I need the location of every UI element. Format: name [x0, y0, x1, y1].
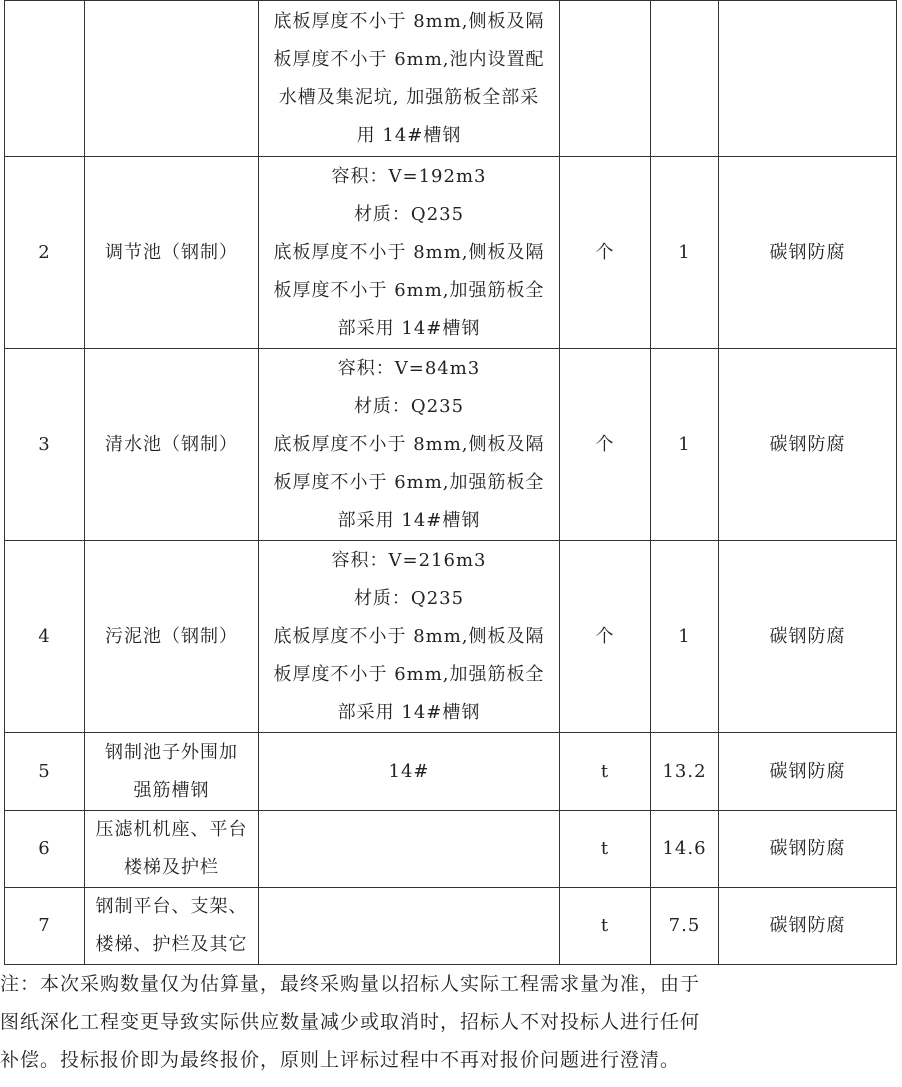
item-quantity: 1 [651, 349, 719, 541]
name-line: 钢制池子外围加 [105, 741, 238, 763]
item-spec [259, 157, 560, 349]
spec-line: 容积：V=84m3 [337, 357, 481, 379]
item-unit: 个 [560, 157, 651, 349]
item-spec [259, 1, 560, 157]
item-name [85, 349, 259, 541]
item-quantity: 7.5 [651, 888, 719, 965]
spec-line: 14# [388, 760, 430, 782]
item-quantity: 14.6 [651, 811, 719, 888]
table-row [5, 1, 897, 157]
item-remark: 碳钢防腐 [719, 349, 897, 541]
row-number: 5 [5, 733, 85, 811]
row-number [5, 1, 85, 157]
table-row [5, 888, 897, 965]
spec-line: 材质：Q235 [353, 203, 465, 225]
item-unit: t [560, 888, 651, 965]
item-name [85, 888, 259, 965]
row-number: 7 [5, 888, 85, 965]
name-line: 楼梯及护栏 [124, 857, 219, 878]
name-line: 调节池（钢制） [105, 241, 238, 263]
table-row [5, 157, 897, 349]
item-unit: 个 [560, 541, 651, 733]
spec-line: 水槽及集泥坑, 加强筋板全部采 [278, 86, 540, 108]
item-spec [259, 733, 560, 811]
item-remark: 碳钢防腐 [719, 811, 897, 888]
table-row [5, 541, 897, 733]
item-spec [259, 811, 560, 888]
spec-line: 板厚度不小于 6mm,加强筋板全 [273, 279, 545, 301]
row-number: 6 [5, 811, 85, 888]
item-remark: 碳钢防腐 [719, 541, 897, 733]
item-unit: t [560, 811, 651, 888]
item-remark: 碳钢防腐 [719, 157, 897, 349]
item-quantity: 1 [651, 541, 719, 733]
spec-line: 材质：Q235 [353, 395, 465, 417]
item-name [85, 733, 259, 811]
item-remark [719, 1, 897, 157]
equipment-spec-table [4, 0, 897, 965]
footnote-line: 图纸深化工程变更导致实际供应数量减少或取消时，招标人不对投标人进行任何 [0, 1011, 701, 1033]
spec-line: 用 14#槽钢 [356, 124, 462, 146]
spec-line: 底板厚度不小于 8mm,侧板及隔 [273, 10, 545, 32]
item-name [85, 1, 259, 157]
item-quantity [651, 1, 719, 157]
spec-line: 底板厚度不小于 8mm,侧板及隔 [273, 241, 545, 263]
name-line: 强筋槽钢 [133, 779, 210, 801]
spec-line: 容积：V=216m3 [331, 549, 487, 571]
item-quantity: 13.2 [651, 733, 719, 811]
item-name [85, 157, 259, 349]
name-line: 楼梯、护栏及其它 [95, 934, 248, 955]
item-remark: 碳钢防腐 [719, 733, 897, 811]
item-unit [560, 1, 651, 157]
spec-line: 部采用 14#槽钢 [337, 317, 481, 339]
item-unit: 个 [560, 349, 651, 541]
item-unit: t [560, 733, 651, 811]
spec-line: 容积：V=192m3 [331, 165, 487, 187]
spec-line: 板厚度不小于 6mm,加强筋板全 [273, 663, 545, 685]
item-name [85, 811, 259, 888]
name-line: 清水池（钢制） [105, 433, 238, 455]
spec-line: 部采用 14#槽钢 [337, 509, 481, 531]
item-remark: 碳钢防腐 [719, 888, 897, 965]
row-number: 4 [5, 541, 85, 733]
spec-line: 底板厚度不小于 8mm,侧板及隔 [273, 433, 545, 455]
footnote-line: 补偿。投标报价即为最终报价，原则上评标过程中不再对报价问题进行澄清。 [0, 1049, 681, 1071]
row-number: 2 [5, 157, 85, 349]
name-line: 压滤机机座、平台 [95, 819, 248, 840]
item-spec [259, 541, 560, 733]
spec-line: 材质：Q235 [353, 587, 465, 609]
spec-line: 底板厚度不小于 8mm,侧板及隔 [273, 625, 545, 647]
name-line: 钢制平台、支架、 [95, 896, 248, 917]
item-name [85, 541, 259, 733]
spec-line: 板厚度不小于 6mm,加强筋板全 [273, 471, 545, 493]
item-spec [259, 349, 560, 541]
name-line: 污泥池（钢制） [105, 625, 238, 647]
spec-line: 部采用 14#槽钢 [337, 701, 481, 723]
spec-line: 板厚度不小于 6mm,池内设置配 [273, 48, 545, 70]
item-quantity: 1 [651, 157, 719, 349]
row-number: 3 [5, 349, 85, 541]
footnote [0, 965, 900, 1079]
table-row [5, 733, 897, 811]
table-row [5, 811, 897, 888]
item-spec [259, 888, 560, 965]
table-row [5, 349, 897, 541]
footnote-line: 注：本次采购数量仅为估算量，最终采购量以招标人实际工程需求量为准，由于 [0, 973, 701, 995]
